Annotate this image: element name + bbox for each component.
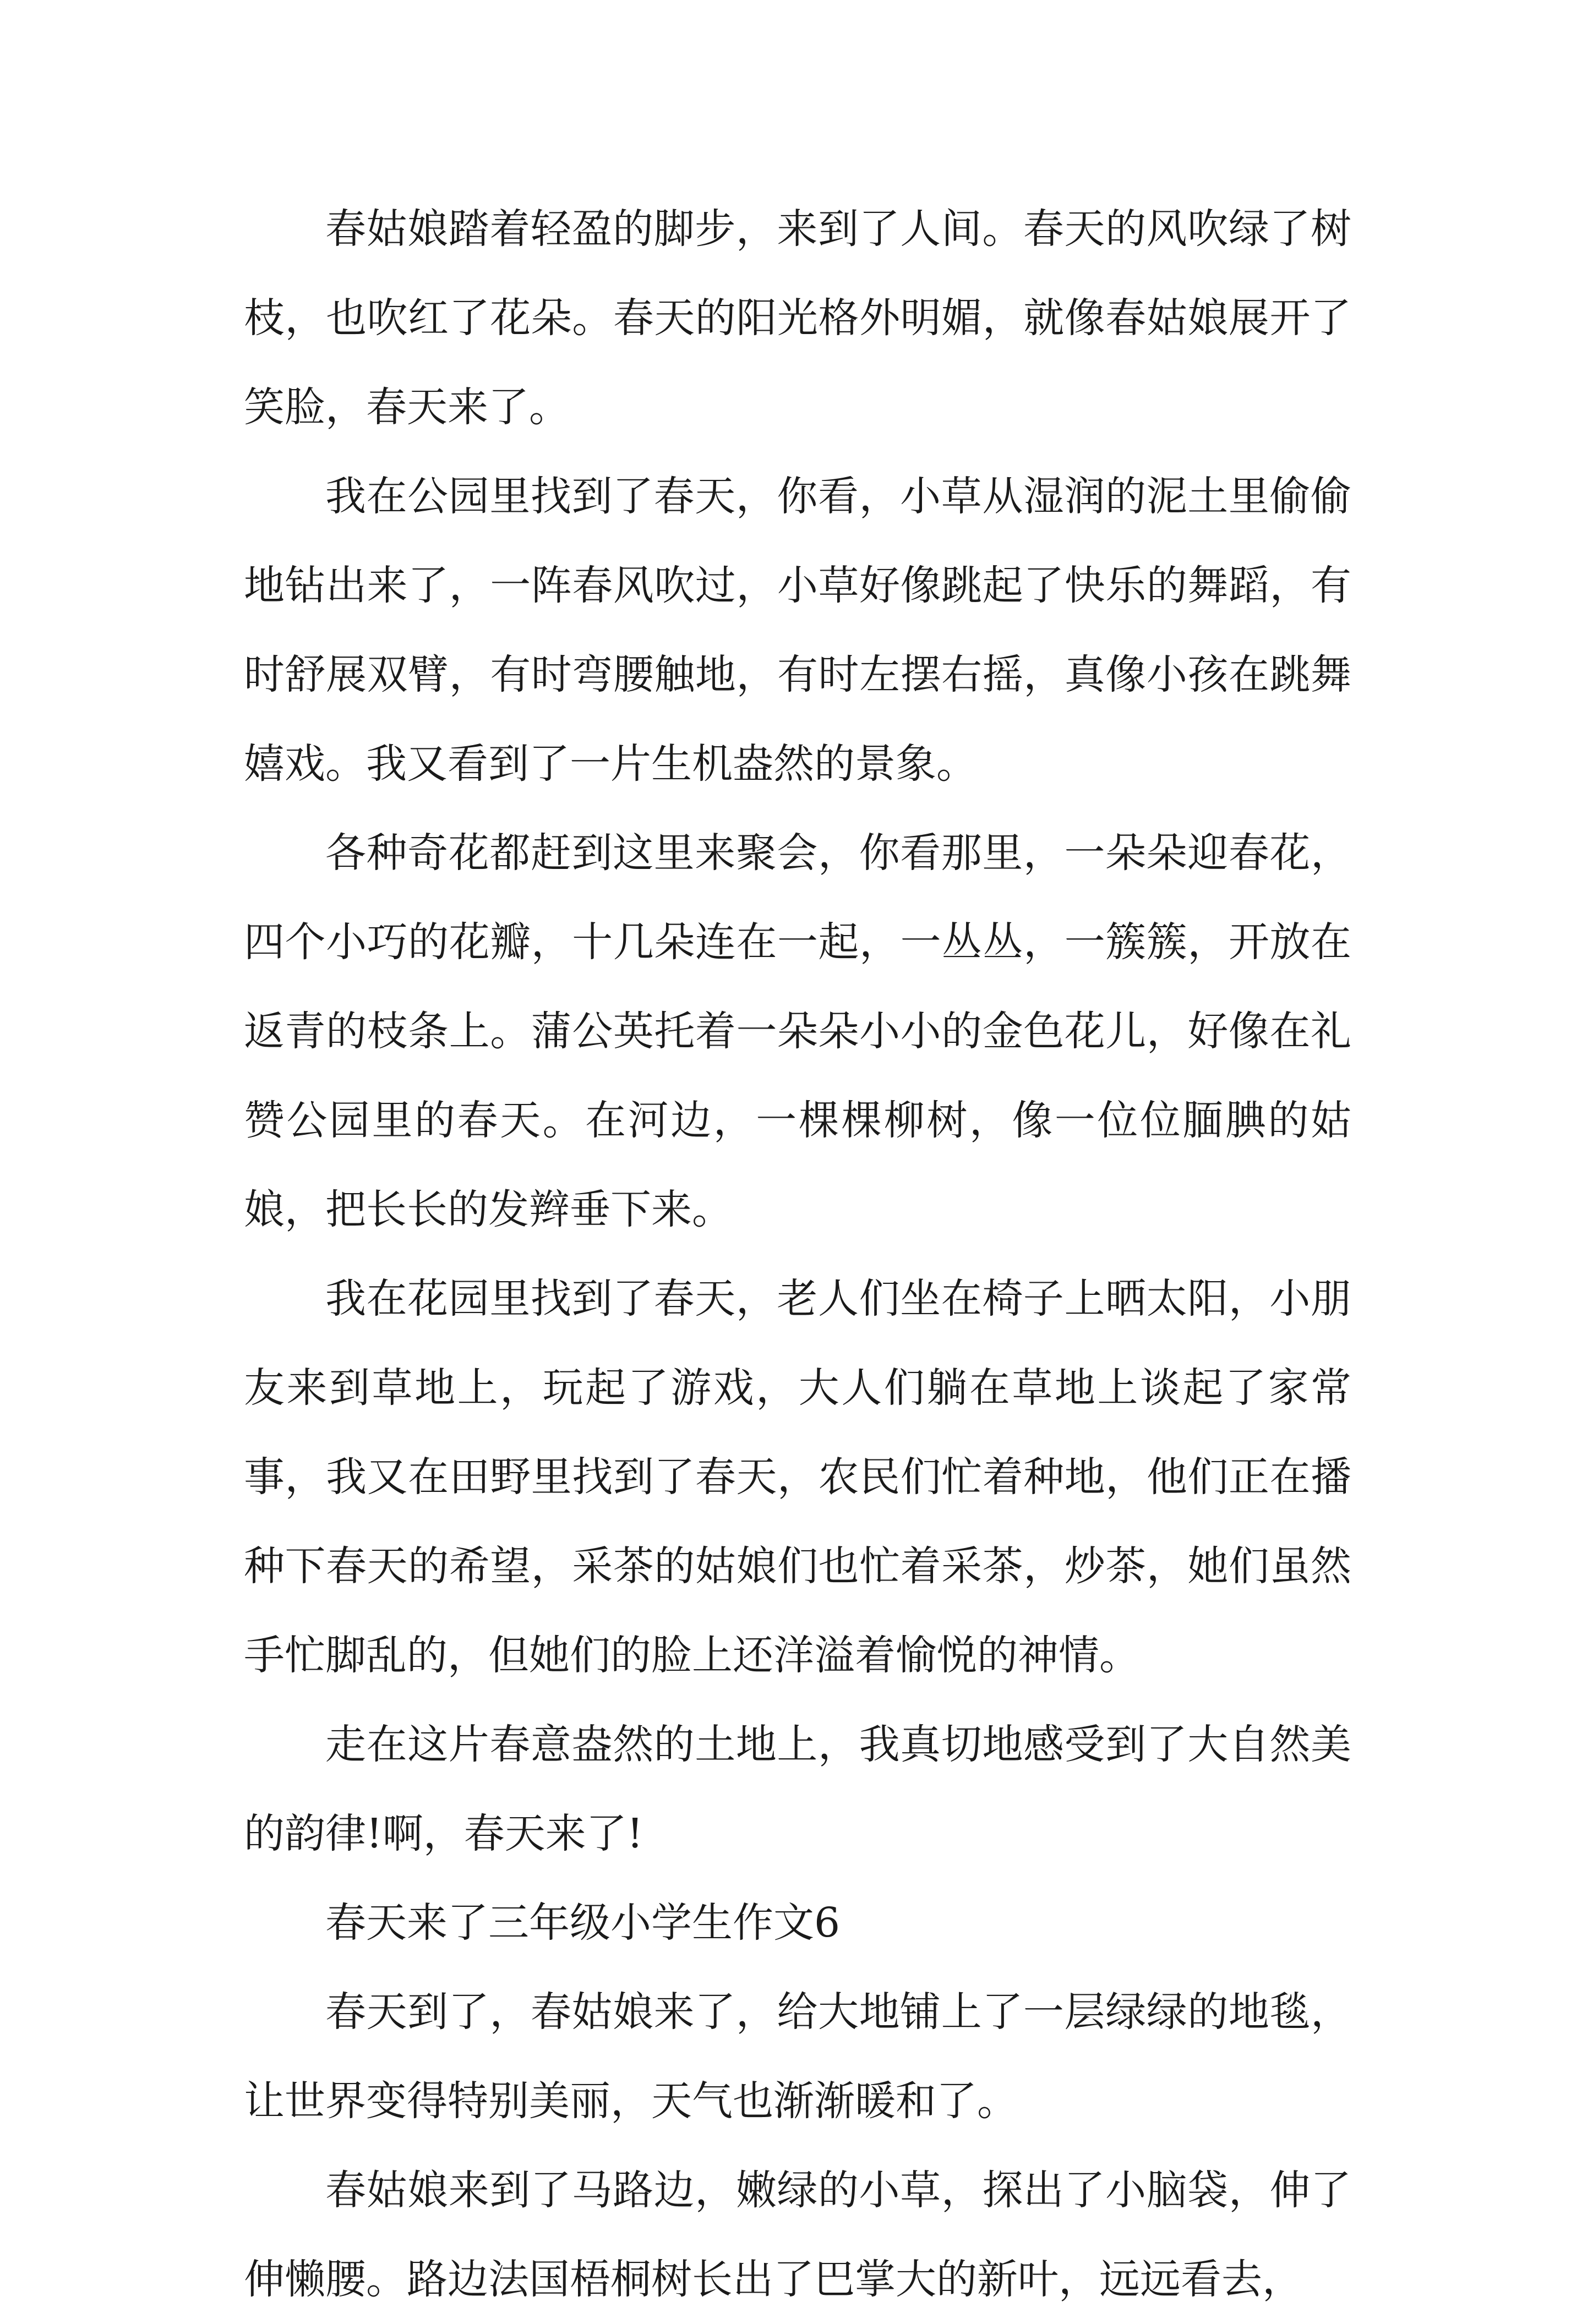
article-body xyxy=(244,184,1351,2324)
paragraph-garden-fields: 我在花园里找到了春天，老人们坐在椅子上晒太阳，小朋友来到草地上，玩起了游戏，大人们躺在草地上谈起了家常事，我又在田野里找到了春天，农民们忙着种地，他们正在播种下春天的希望，采茶的姑娘们也忙着采茶，炒茶，她们虽然手忙脚乱的，但她们的脸上还洋溢着愉悦的神情。 xyxy=(244,1275,1351,1679)
paragraph-conclusion: 走在这片春意盎然的土地上，我真切地感受到了大自然美的韵律!啊，春天来了! xyxy=(244,1721,1351,1857)
essay-heading: 春天来了三年级小学生作文6 xyxy=(325,1899,841,1946)
paragraph-spring-arrives: 春姑娘踏着轻盈的脚步，来到了人间。春天的风吹绿了树枝，也吹红了花朵。春天的阳光格外明媚，就像春姑娘展开了笑脸，春天来了。 xyxy=(244,205,1351,431)
paragraph-park-grass: 我在公园里找到了春天，你看，小草从湿润的泥土里偷偷地钻出来了，一阵春风吹过，小草好像跳起了快乐的舞蹈，有时舒展双臂，有时弯腰触地，有时左摆右摇，真像小孩在跳舞嬉戏。我又看到了一片生机盎然的景象。 xyxy=(244,473,1351,788)
paragraph-green-carpet: 春天到了，春姑娘来了，给大地铺上了一层绿绿的地毯，让世界变得特别美丽，天气也渐渐暖和了。 xyxy=(244,1988,1351,2125)
paragraph-flowers-gathering: 各种奇花都赶到这里来聚会，你看那里，一朵朵迎春花，四个小巧的花瓣，十几朵连在一起，一丛丛，一簇簇，开放在返青的枝条上。蒲公英托着一朵朵小小的金色花儿，好像在礼赞公园里的春天。在河边，一棵棵柳树，像一位位腼腆的姑娘，把长长的发辫垂下来。 xyxy=(244,829,1351,1233)
paragraph-roadside: 春姑娘来到了马路边，嫩绿的小草，探出了小脑袋，伸了伸懒腰。路边法国梧桐树长出了巴掌大的新叶，远远看去， xyxy=(244,2167,1351,2303)
